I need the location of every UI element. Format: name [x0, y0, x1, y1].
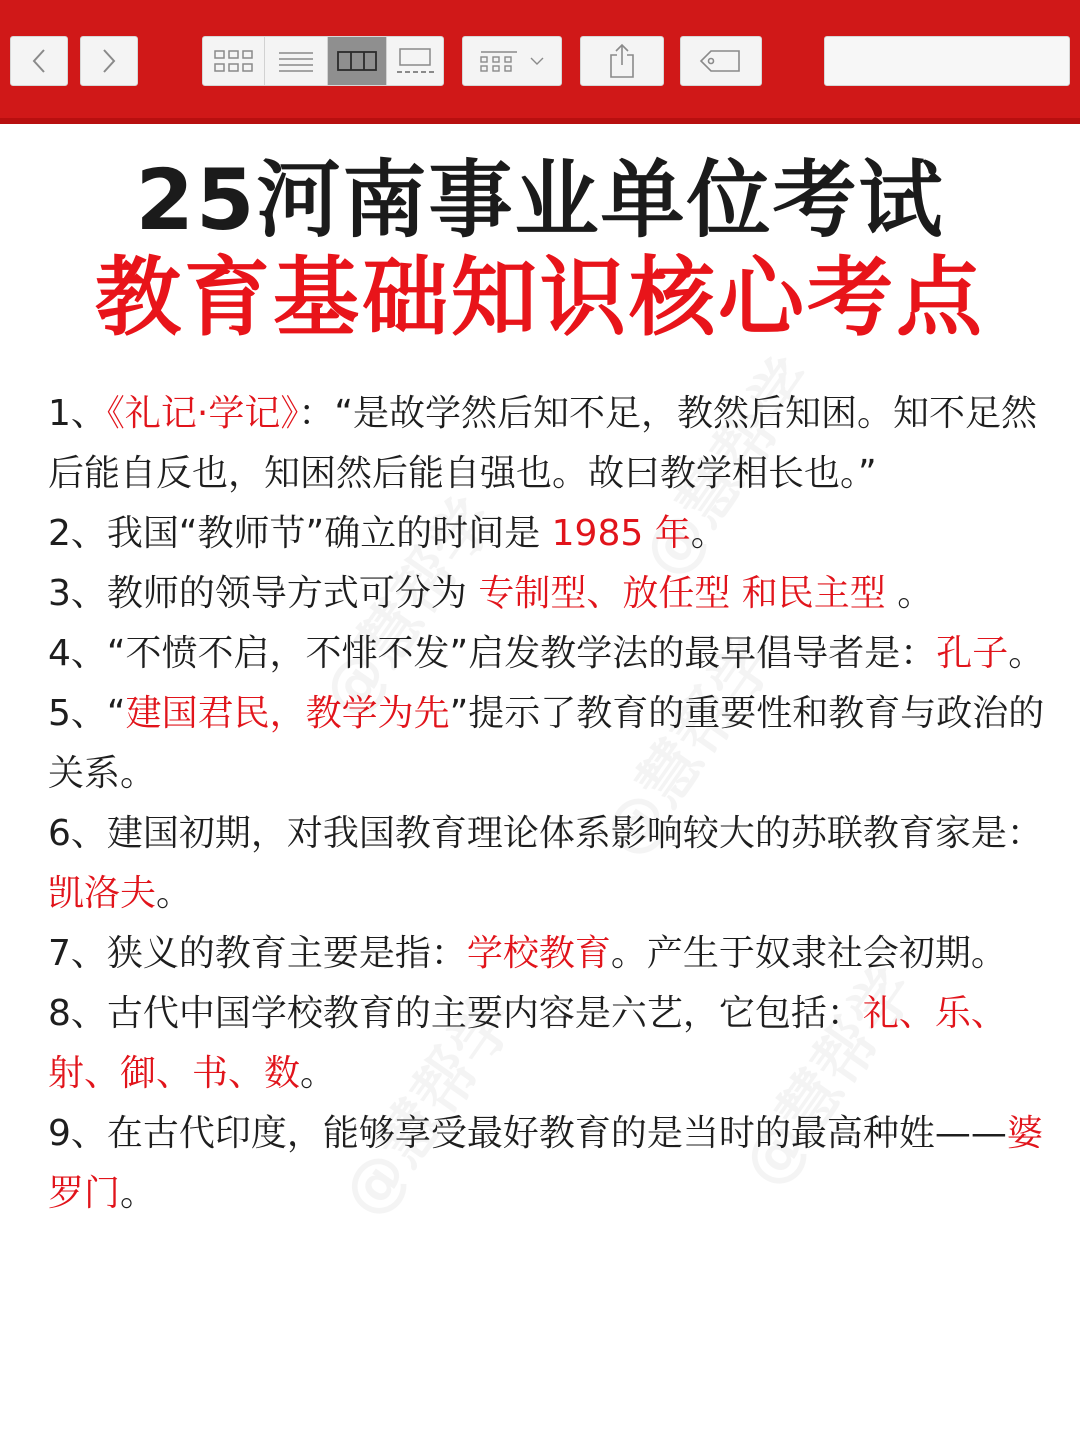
list-item: [48, 564, 1068, 624]
page-title: 25河南事业单位考试: [135, 151, 945, 249]
list-item: [48, 804, 1068, 924]
item-text: 7、狭义的教育主要是指：: [48, 933, 467, 974]
item-text: ”提示了教育的重要性和教育与政治的关系。: [48, 693, 1045, 794]
highlight-text: 《礼记·学记》: [106, 393, 299, 434]
item-text: 。: [1008, 633, 1045, 674]
item-text: 2、我国“教师节”确立的时间是: [48, 513, 552, 554]
item-text: 1、: [48, 393, 107, 434]
gallery-view-button[interactable]: [387, 37, 443, 85]
highlight-text: 婆罗门: [48, 1113, 1043, 1214]
list-view-button[interactable]: [265, 37, 327, 85]
highlight-text: 1985 年: [551, 513, 691, 554]
list-item: [48, 684, 1068, 804]
item-text: 。: [120, 1173, 157, 1214]
list-view-icon: [278, 50, 314, 72]
list-item: [48, 1104, 1068, 1224]
knowledge-list: [48, 384, 1068, 1224]
share-button[interactable]: [580, 36, 664, 86]
search-field[interactable]: [824, 36, 1070, 86]
item-text: 6、建国初期，对我国教育理论体系影响较大的苏联教育家是：: [48, 813, 1043, 854]
search-input[interactable]: [843, 40, 1072, 82]
highlight-text: 礼、乐、射、御、书、数: [48, 993, 1007, 1094]
forward-button[interactable]: [80, 36, 138, 86]
item-text: ：“是故学然后知不足，教然后知困。知不足然后能自反也，知困然后能自强也。故曰教学相长也。”: [48, 393, 1038, 494]
view-switcher: [202, 36, 444, 86]
column-view-button[interactable]: [328, 37, 388, 85]
chevron-right-icon: [99, 47, 119, 75]
grid-view-button[interactable]: [203, 37, 265, 85]
column-view-icon: [337, 50, 377, 72]
highlight-text: 学校教育: [466, 933, 611, 974]
list-item: [48, 504, 1068, 564]
item-text: 9、在古代印度，能够享受最好教育的是当时的最高种姓——: [48, 1113, 1007, 1154]
item-text: 。: [300, 1053, 337, 1094]
item-text: 3、教师的领导方式可分为: [48, 573, 479, 614]
page-subtitle: 教育基础知识核心考点: [95, 248, 985, 348]
back-button[interactable]: [10, 36, 68, 86]
toolbar: [0, 0, 1080, 124]
item-text: 8、古代中国学校教育的主要内容是六艺，它包括：: [48, 993, 863, 1034]
item-text: 。: [156, 873, 193, 914]
list-item: [48, 924, 1068, 984]
list-item: [48, 984, 1068, 1104]
item-text: 4、“不愤不启，不悱不发”启发教学法的最早倡导者是：: [48, 633, 937, 674]
group-button[interactable]: [462, 36, 562, 86]
gallery-view-icon: [395, 47, 435, 75]
highlight-text: 凯洛夫: [48, 873, 157, 914]
item-text: 。: [885, 573, 934, 614]
grid-view-icon: [213, 48, 255, 74]
list-item: [48, 624, 1068, 684]
tag-icon: [699, 48, 743, 74]
item-text: 。产生于奴隶社会初期。: [610, 933, 1007, 974]
item-text: 5、“: [48, 693, 126, 734]
highlight-text: 专制型、放任型 和民主型: [478, 573, 886, 614]
highlight-text: 孔子: [936, 633, 1009, 674]
highlight-text: 建国君民，教学为先: [125, 693, 450, 734]
group-icon: [477, 48, 547, 74]
tag-button[interactable]: [680, 36, 762, 86]
item-text: 。: [690, 513, 727, 554]
list-item: [48, 384, 1068, 504]
share-icon: [607, 43, 637, 79]
chevron-left-icon: [29, 47, 49, 75]
